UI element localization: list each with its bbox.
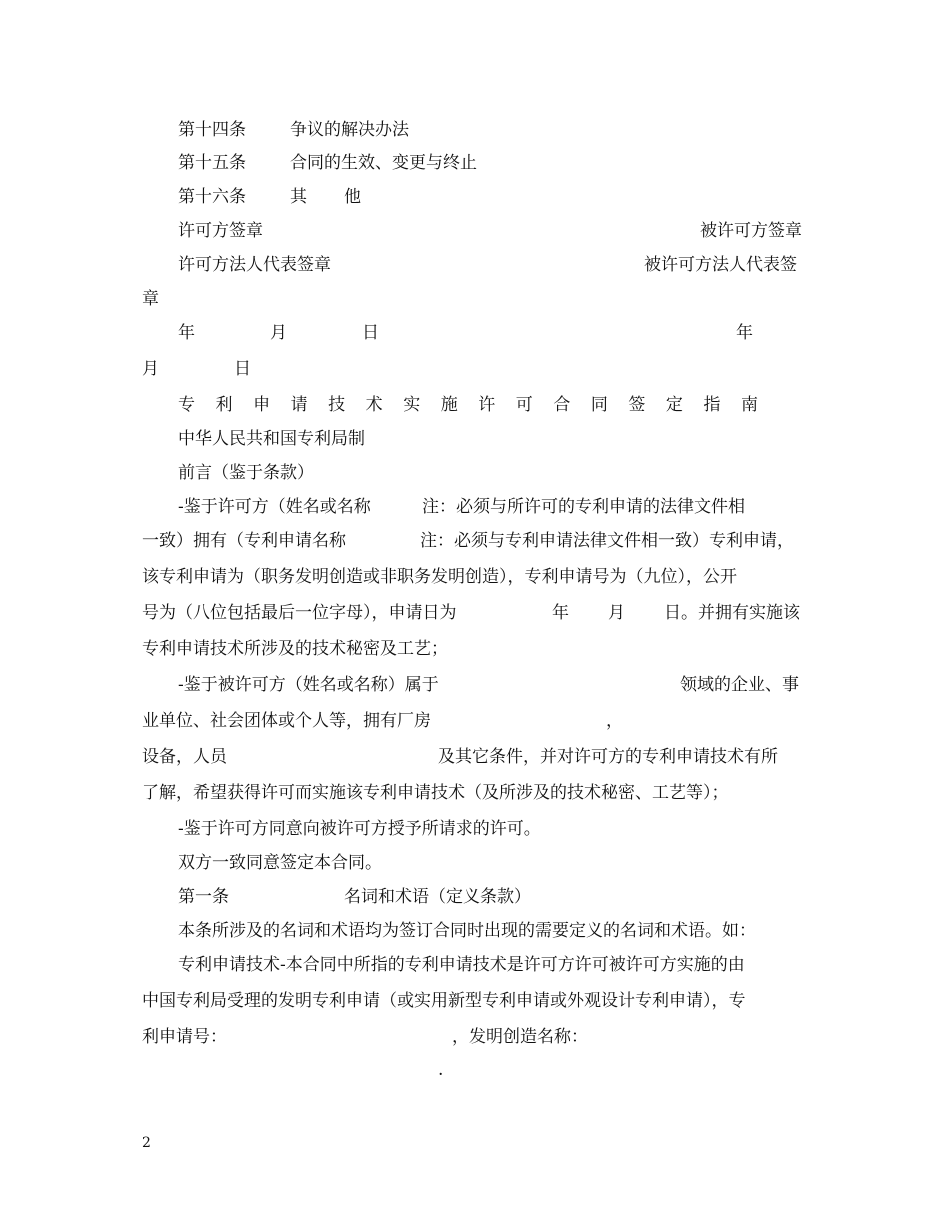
guide-title-char: 实 bbox=[403, 395, 421, 415]
text-segment: 一致）拥有（专利申请名称 bbox=[142, 531, 346, 551]
article-number: 第十四条 bbox=[178, 120, 246, 140]
guide-title-char: 指 bbox=[703, 395, 721, 415]
guide-title-char: 技 bbox=[328, 395, 346, 415]
issuer: 中华人民共和国专利局制 bbox=[178, 429, 365, 449]
licensor-rep-label: 许可方法人代表签章 bbox=[178, 255, 331, 275]
licensee-rep-label: 被许可方法人代表签 bbox=[644, 255, 797, 275]
article-16-line bbox=[0, 180, 950, 214]
article-title: 名词和术语（定义条款） bbox=[344, 887, 531, 907]
text-segment: -鉴于被许可方（姓名或名称）属于 bbox=[178, 675, 439, 695]
text-segment: 了解，希望获得许可而实施该专利申请技术（及所涉及的技术秘密、工艺等）； bbox=[142, 783, 729, 803]
text-segment: 中国专利局受理的发明专利申请（或实用新型专利申请或外观设计专利申请），专 bbox=[142, 991, 746, 1011]
text-segment: -鉴于许可方（姓名或名称 bbox=[178, 497, 371, 517]
paragraph-line bbox=[0, 948, 950, 982]
guide-title-char: 同 bbox=[590, 395, 608, 415]
guide-title-char: 定 bbox=[665, 395, 683, 415]
date-line bbox=[0, 316, 950, 350]
guide-title-char: 许 bbox=[478, 395, 496, 415]
text-segment: 号为（八位包括最后一位字母），申请日为 bbox=[142, 603, 457, 623]
paragraph-line bbox=[0, 846, 950, 880]
licensor-seal-label: 许可方签章 bbox=[178, 221, 263, 241]
article-number: 第十六条 bbox=[178, 187, 246, 207]
guide-title-char: 签 bbox=[628, 395, 646, 415]
preface-line bbox=[0, 456, 950, 490]
year-label: 年 bbox=[178, 323, 195, 343]
paragraph-line bbox=[0, 668, 950, 702]
guide-title-char: 术 bbox=[365, 395, 383, 415]
day-label: 日 bbox=[234, 359, 251, 379]
trailing-dot: . bbox=[438, 1060, 444, 1080]
representative-line-wrap bbox=[0, 282, 950, 316]
paragraph-line bbox=[0, 490, 950, 524]
article-number: 第一条 bbox=[178, 887, 229, 907]
paragraph-line bbox=[0, 914, 950, 948]
text-segment: 设备，人员 bbox=[142, 747, 227, 767]
text-segment: 双方一致同意签定本合同。 bbox=[178, 853, 382, 873]
issuer-line bbox=[0, 422, 950, 456]
text-segment: ，发明创造名称： bbox=[452, 1027, 588, 1047]
date-line-wrap bbox=[0, 352, 950, 386]
day-label: 日 bbox=[362, 323, 379, 343]
guide-title-char: 申 bbox=[253, 395, 271, 415]
text-segment: 注：必须与专利申请法律文件相一致）专利申请， bbox=[420, 531, 794, 551]
article-title: 争议的解决办法 bbox=[290, 120, 409, 140]
article-1-line bbox=[0, 880, 950, 914]
guide-title-char: 施 bbox=[440, 395, 458, 415]
paragraph-line bbox=[0, 596, 950, 630]
paragraph-line bbox=[0, 1020, 950, 1054]
paragraph-line bbox=[0, 776, 950, 810]
guide-title-char: 请 bbox=[290, 395, 308, 415]
text-segment: 专利申请技术所涉及的技术秘密及工艺； bbox=[142, 639, 448, 659]
paragraph-line bbox=[0, 984, 950, 1018]
year-label: 年 bbox=[552, 603, 569, 623]
article-number: 第十五条 bbox=[178, 153, 246, 173]
guide-title bbox=[0, 388, 950, 422]
article-title-part: 他 bbox=[344, 187, 361, 207]
guide-title-char: 专 bbox=[178, 395, 195, 415]
article-title-part: 其 bbox=[290, 187, 307, 207]
paragraph-line bbox=[0, 704, 950, 738]
text-segment: 该专利申请为（职务发明创造或非职务发明创造），专利申请号为（九位），公开 bbox=[142, 567, 737, 587]
paragraph-line bbox=[0, 740, 950, 774]
text-segment: 业单位、社会团体或个人等，拥有厂房 bbox=[142, 711, 431, 731]
month-label: 月 bbox=[608, 603, 625, 623]
representative-line bbox=[0, 248, 950, 282]
month-label: 月 bbox=[270, 323, 287, 343]
text-segment: -鉴于许可方同意向被许可方授予所请求的许可。 bbox=[178, 819, 541, 839]
text-segment: 专利申请技术-本合同中所指的专利申请技术是许可方许可被许可方实施的由 bbox=[178, 955, 745, 975]
licensee-seal-label: 被许可方签章 bbox=[700, 221, 802, 241]
licensee-rep-label-cont: 章 bbox=[142, 289, 159, 309]
preface-heading: 前言（鉴于条款） bbox=[178, 463, 314, 483]
guide-title-char: 南 bbox=[740, 395, 758, 415]
guide-title-chars bbox=[178, 388, 758, 422]
page-number: 2 bbox=[142, 1135, 151, 1151]
text-segment: 注：必须与所许可的专利申请的法律文件相 bbox=[422, 497, 745, 517]
article-15-line bbox=[0, 146, 950, 180]
paragraph-line bbox=[0, 560, 950, 594]
text-segment: 及其它条件，并对许可方的专利申请技术有所 bbox=[438, 747, 778, 767]
paragraph-line bbox=[0, 524, 950, 558]
paragraph-line bbox=[0, 812, 950, 846]
year-label: 年 bbox=[736, 323, 753, 343]
seal-line bbox=[0, 214, 950, 248]
text-segment: 日。并拥有实施该 bbox=[664, 603, 800, 623]
guide-title-char: 利 bbox=[215, 395, 233, 415]
text-segment: 本条所涉及的名词和术语均为签订合同时出现的需要定义的名词和术语。如： bbox=[178, 921, 756, 941]
month-label: 月 bbox=[142, 359, 159, 379]
article-14-line bbox=[0, 113, 950, 147]
article-title: 合同的生效、变更与终止 bbox=[290, 153, 477, 173]
text-segment: 利申请号： bbox=[142, 1027, 227, 1047]
text-segment: ， bbox=[606, 711, 623, 731]
text-segment: 领域的企业、事 bbox=[680, 675, 799, 695]
guide-title-char: 可 bbox=[515, 395, 533, 415]
paragraph-line bbox=[0, 632, 950, 666]
guide-title-char: 合 bbox=[553, 395, 571, 415]
